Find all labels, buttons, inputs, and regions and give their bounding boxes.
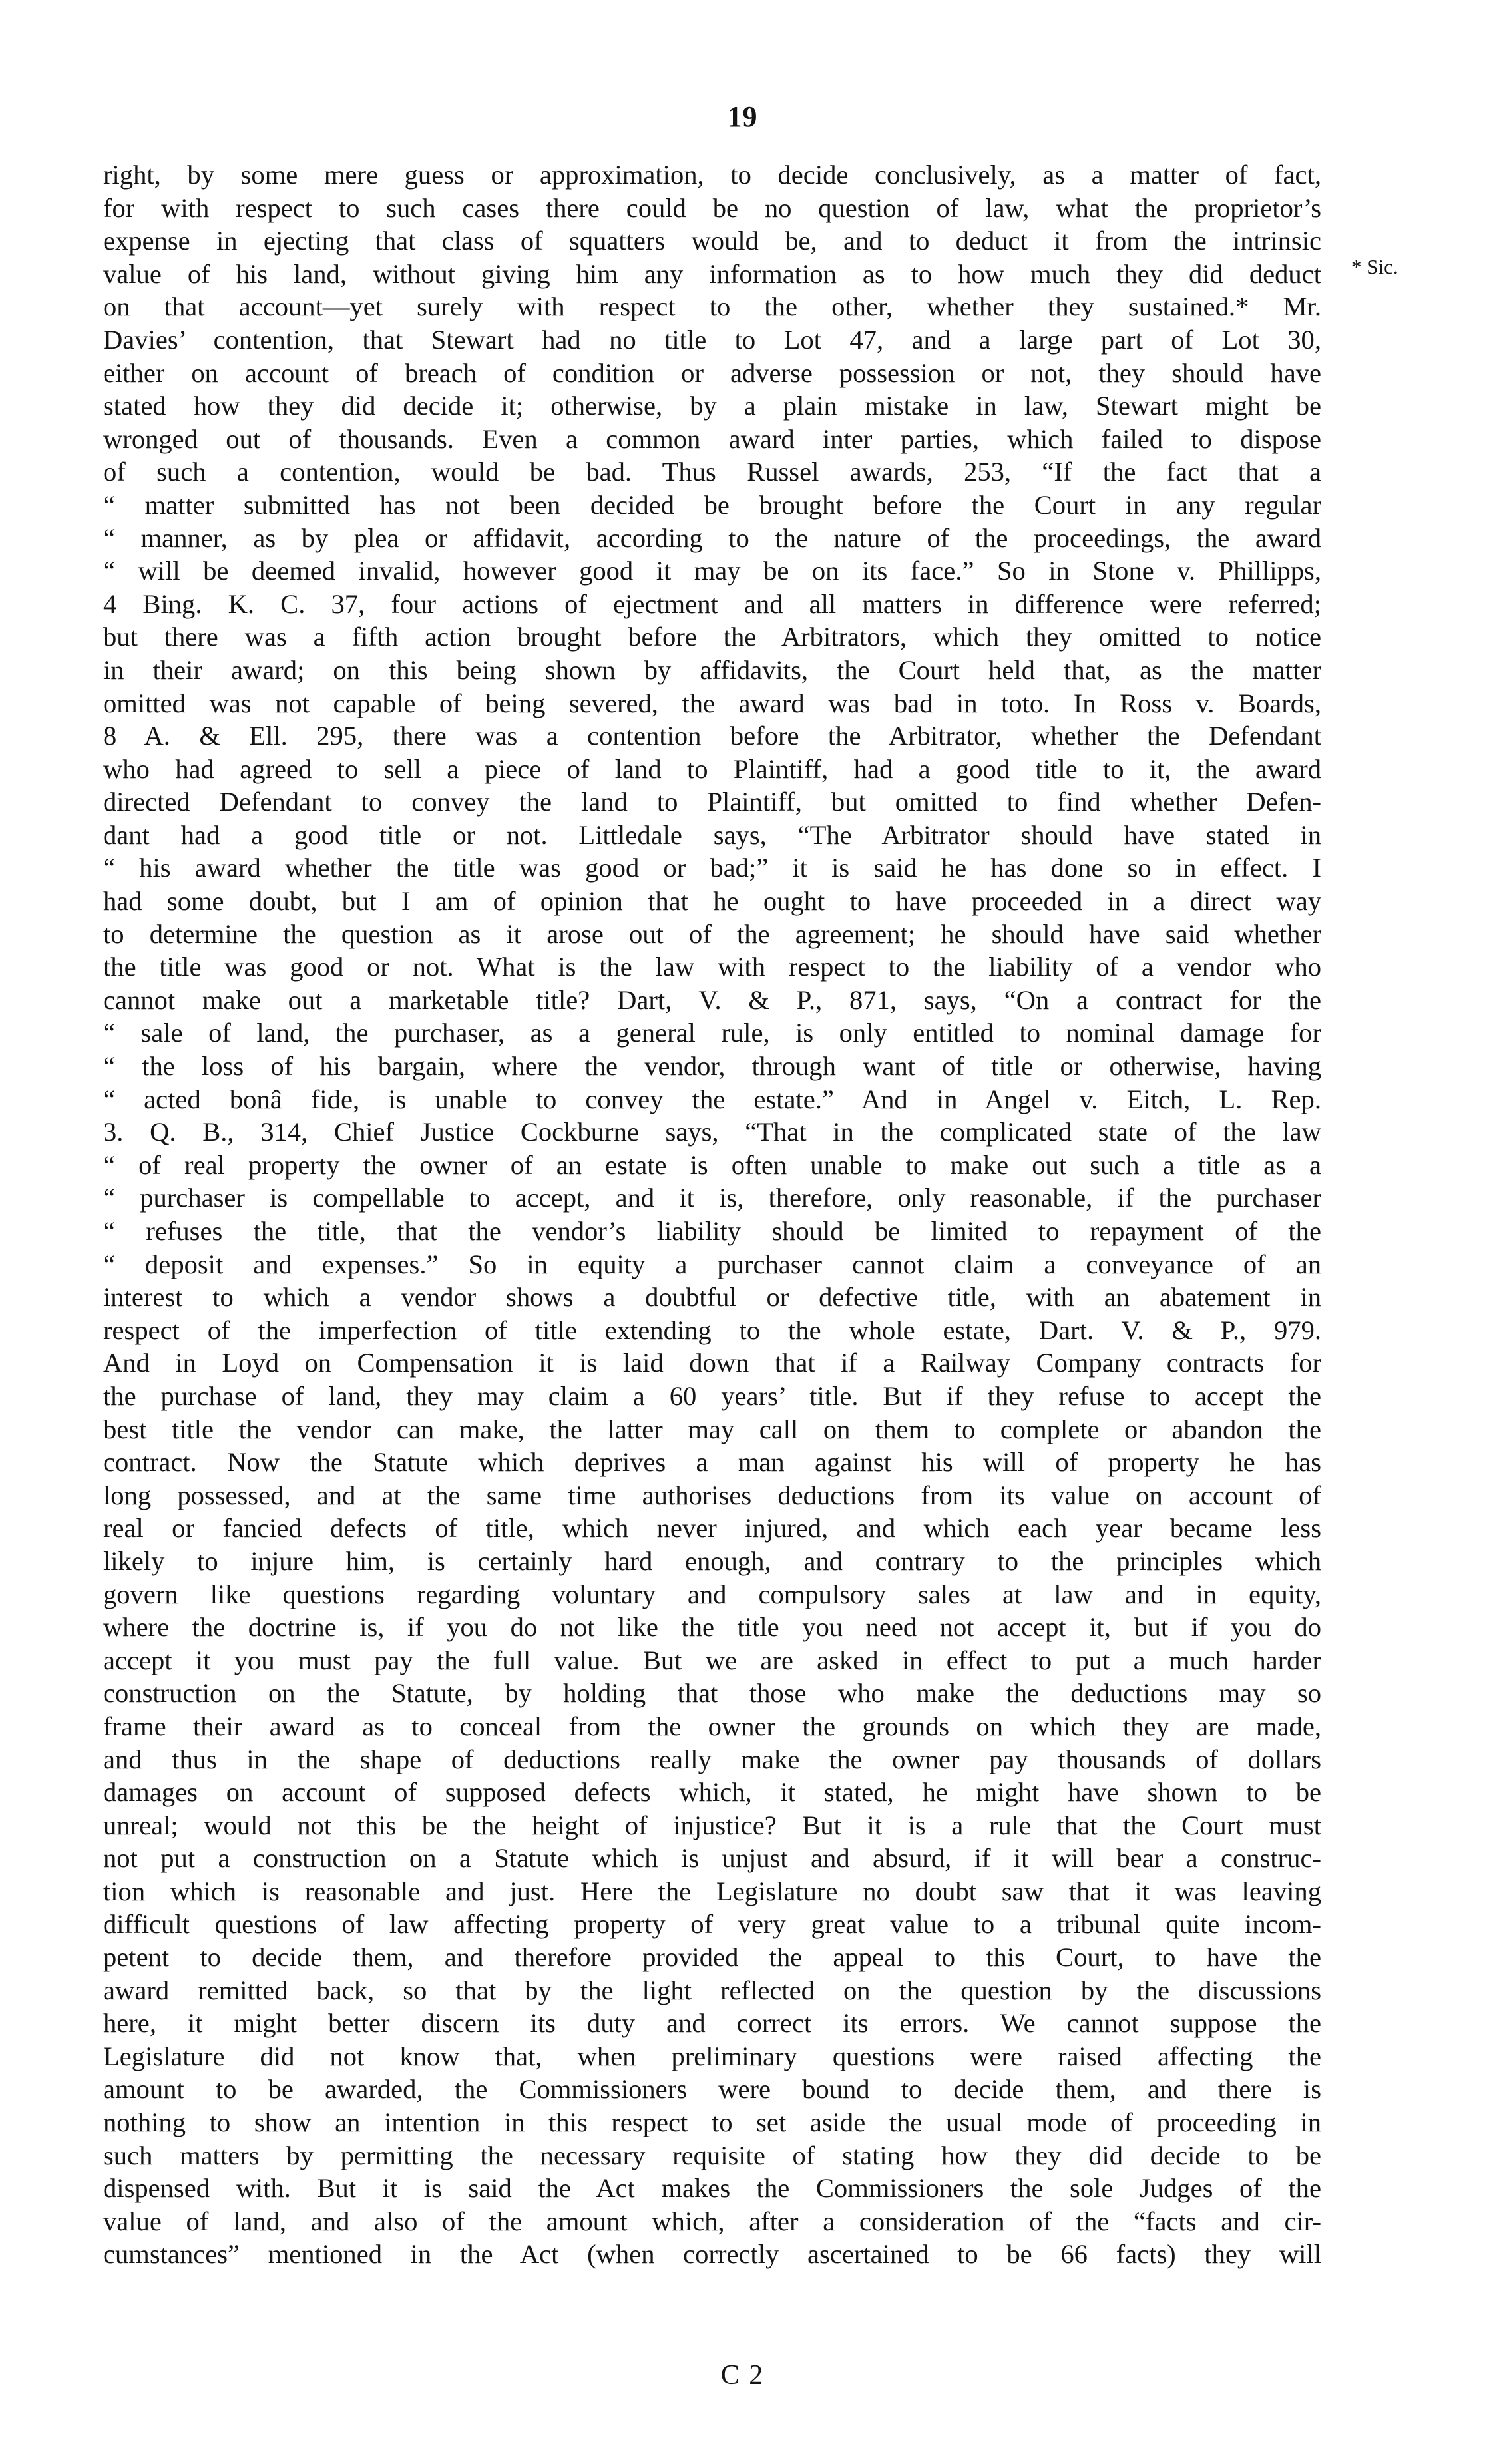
text-line: tion which is reasonable and just. Here the Legislature no doubt saw that it was leaving: [103, 1876, 1321, 1906]
text-line: “ deposit and expenses.” So in equity a purchaser cannot claim a conveyance of an: [103, 1249, 1321, 1279]
body-text: [103, 158, 1321, 2271]
text-line: to determine the question as it arose out of the agreement; he should have said whether: [103, 919, 1321, 949]
text-line: govern like questions regarding voluntary and compulsory sales at law and in equity,: [103, 1579, 1321, 1609]
text-line: and thus in the shape of deductions really make the owner pay thousands of dollars: [103, 1744, 1321, 1774]
signature-mark: C 2: [720, 2360, 765, 2391]
text-line: for with respect to such cases there could be no question of law, what the proprietor’s: [103, 192, 1321, 223]
text-line: value of land, and also of the amount which, after a consideration of the “facts and cir-: [103, 2206, 1321, 2236]
text-line: stated how they did decide it; otherwise, by a plain mistake in law, Stewart might be: [103, 391, 1321, 421]
text-line: “ matter submitted has not been decided be brought before the Court in any regular: [103, 489, 1321, 520]
text-line: not put a construction on a Statute which is unjust and absurd, if it will bear a construc-: [103, 1843, 1321, 1874]
text-line: award remitted back, so that by the light reflected on the question by the discussions: [103, 1975, 1321, 2005]
text-line: petent to decide them, and therefore provided the appeal to this Court, to have the: [103, 1942, 1321, 1973]
text-line: omitted was not capable of being severed, the award was bad in toto. In Ross v. Boards,: [103, 688, 1321, 718]
text-line: value of his land, without giving him any information as to how much they did deduct: [103, 258, 1321, 289]
text-line: likely to injure him, is certainly hard enough, and contrary to the principles which: [103, 1545, 1321, 1576]
text-line: “ sale of land, the purchaser, as a general rule, is only entitled to nominal damage for: [103, 1018, 1321, 1048]
text-line: damages on account of supposed defects which, it stated, he might have shown to be: [103, 1777, 1321, 1808]
text-line: interest to which a vendor shows a doubtful or defective title, with an abatement in: [103, 1282, 1321, 1313]
text-line: 3. Q. B., 314, Chief Justice Cockburne says, “That in the complicated state of the law: [103, 1117, 1321, 1147]
text-line: cumstances” mentioned in the Act (when correctly ascertained to be 66 facts) they will: [103, 2239, 1321, 2270]
text-line: 4 Bing. K. C. 37, four actions of ejectment and all matters in difference were referred;: [103, 588, 1321, 619]
text-line: “ of real property the owner of an estate is often unable to make out such a title as a: [103, 1149, 1321, 1180]
text-line: but there was a fifth action brought before the Arbitrators, which they omitted to notice: [103, 622, 1321, 652]
margin-note: * Sic.: [1351, 255, 1398, 278]
text-line: “ the loss of his bargain, where the vendor, through want of title or otherwise, having: [103, 1051, 1321, 1082]
text-line: “ manner, as by plea or affidavit, according to the nature of the proceedings, the award: [103, 522, 1321, 553]
text-line: respect of the imperfection of title extending to the whole estate, Dart. V. & P., 979.: [103, 1315, 1321, 1345]
text-line: here, it might better discern its duty and correct its errors. We cannot suppose the: [103, 2008, 1321, 2039]
text-line: amount to be awarded, the Commissioners were bound to decide them, and there is: [103, 2074, 1321, 2105]
text-line: where the doctrine is, if you do not like the title you need not accept it, but if you do: [103, 1612, 1321, 1643]
text-line: dispensed with. But it is said the Act makes the Commissioners the sole Judges of the: [103, 2173, 1321, 2204]
text-line: the purchase of land, they may claim a 60 years’ title. But if they refuse to accept the: [103, 1380, 1321, 1411]
text-line: accept it you must pay the full value. But we are asked in effect to put a much harder: [103, 1645, 1321, 1675]
text-line: And in Loyd on Compensation it is laid down that if a Railway Company contracts for: [103, 1348, 1321, 1378]
text-line: best title the vendor can make, the latter may call on them to complete or abandon the: [103, 1414, 1321, 1444]
text-line: difficult questions of law affecting property of very great value to a tribunal quite incom-: [103, 1909, 1321, 1940]
text-line: “ refuses the title, that the vendor’s liability should be limited to repayment of the: [103, 1216, 1321, 1246]
text-line: long possessed, and at the same time authorises deductions from its value on account of: [103, 1480, 1321, 1510]
text-line: Legislature did not know that, when preliminary questions were raised affecting the: [103, 2041, 1321, 2071]
text-line: had some doubt, but I am of opinion that he ought to have proceeded in a direct way: [103, 886, 1321, 917]
text-line: right, by some mere guess or approximation, to decide conclusively, as a matter of fact,: [103, 160, 1321, 190]
text-line: who had agreed to sell a piece of land to Plaintiff, had a good title to it, the award: [103, 753, 1321, 784]
text-line: of such a contention, would be bad. Thus Russel awards, 253, “If the fact that a: [103, 457, 1321, 487]
text-line: “ his award whether the title was good or bad;” it is said he has done so in effect. I: [103, 853, 1321, 883]
text-line: such matters by permitting the necessary requisite of stating how they did decide to be: [103, 2140, 1321, 2170]
text-line: nothing to show an intention in this respect to set aside the usual mode of proceeding in: [103, 2107, 1321, 2138]
text-line: frame their award as to conceal from the owner the grounds on which they are made,: [103, 1711, 1321, 1741]
text-line: cannot make out a marketable title? Dart, V. & P., 871, says, “On a contract for the: [103, 984, 1321, 1015]
text-line: real or fancied defects of title, which never injured, and which each year became less: [103, 1513, 1321, 1543]
text-line: “ acted bonâ fide, is unable to convey the estate.” And in Angel v. Eitch, L. Rep.: [103, 1084, 1321, 1114]
text-line: unreal; would not this be the height of injustice? But it is a rule that the Court must: [103, 1810, 1321, 1840]
text-line: the title was good or not. What is the law with respect to the liability of a vendor who: [103, 952, 1321, 982]
text-line: 8 A. & Ell. 295, there was a contention before the Arbitrator, whether the Defendant: [103, 721, 1321, 751]
text-line: “ purchaser is compellable to accept, and it is, therefore, only reasonable, if the purchaser: [103, 1183, 1321, 1213]
text-line: directed Defendant to convey the land to Plaintiff, but omitted to find whether Defen-: [103, 787, 1321, 817]
text-line: contract. Now the Statute which deprives a man against his will of property he has: [103, 1447, 1321, 1478]
text-line: construction on the Statute, by holding that those who make the deductions may so: [103, 1678, 1321, 1709]
text-line: either on account of breach of condition or adverse possession or not, they should have: [103, 357, 1321, 388]
text-line: Davies’ contention, that Stewart had no title to Lot 47, and a large part of Lot 30,: [103, 324, 1321, 355]
text-line: on that account—yet surely with respect to the other, whether they sustained.* Mr.: [103, 292, 1321, 322]
page-number: 19: [727, 101, 758, 133]
text-line: wronged out of thousands. Even a common award inter parties, which failed to dispose: [103, 423, 1321, 454]
text-line: expense in ejecting that class of squatters would be, and to deduct it from the intrinsic: [103, 226, 1321, 256]
text-line: in their award; on this being shown by affidavits, the Court held that, as the matter: [103, 654, 1321, 685]
text-line: dant had a good title or not. Littledale says, “The Arbitrator should have stated in: [103, 819, 1321, 850]
text-line: “ will be deemed invalid, however good it may be on its face.” So in Stone v. Phillipps,: [103, 556, 1321, 586]
